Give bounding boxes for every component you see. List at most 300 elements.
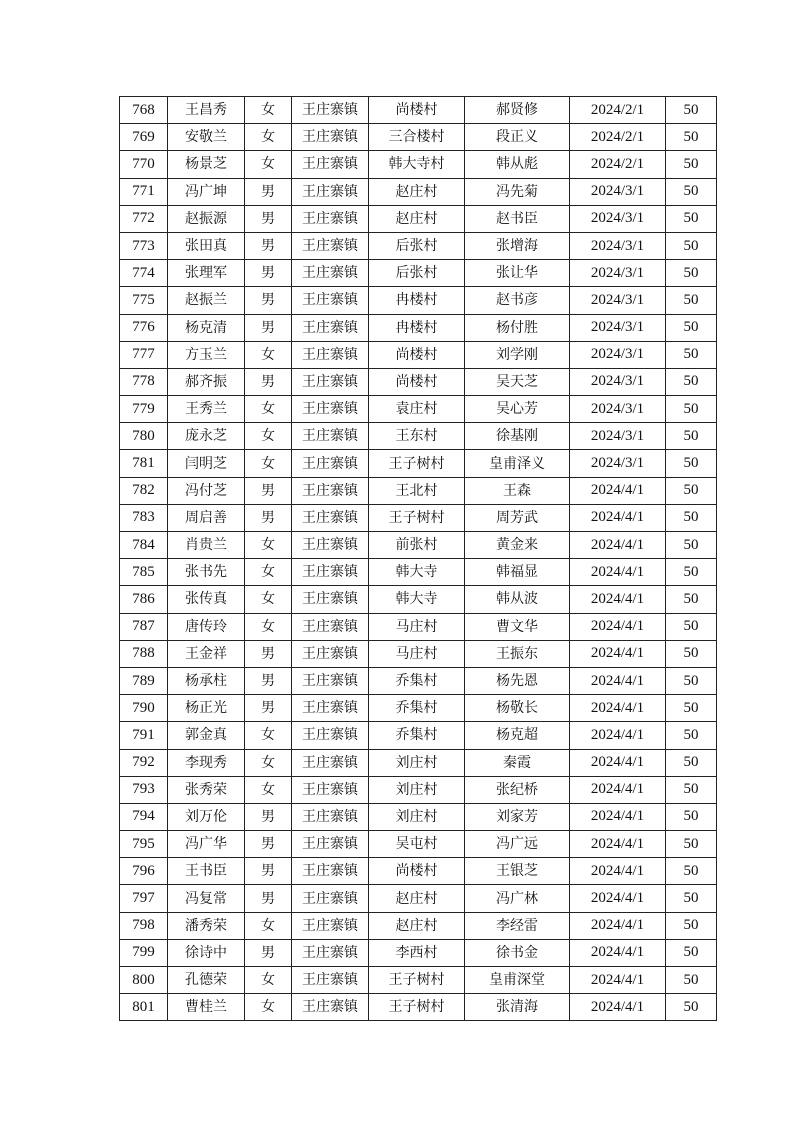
date-cell: 2024/4/1 (570, 803, 666, 830)
town-cell: 王庄寨镇 (292, 559, 369, 586)
village-cell: 王子树村 (369, 967, 465, 994)
gender-cell: 男 (245, 178, 292, 205)
gender-cell: 女 (245, 396, 292, 423)
contact-cell: 李经雷 (465, 912, 570, 939)
table-row (120, 858, 717, 885)
amount-cell: 50 (666, 260, 717, 287)
contact-cell: 刘学刚 (465, 341, 570, 368)
gender-cell: 男 (245, 667, 292, 694)
contact-cell: 徐基刚 (465, 423, 570, 450)
gender-cell: 男 (245, 939, 292, 966)
name-cell: 张秀荣 (168, 776, 245, 803)
town-cell: 王庄寨镇 (292, 776, 369, 803)
date-cell: 2024/4/1 (570, 885, 666, 912)
town-cell: 王庄寨镇 (292, 695, 369, 722)
gender-cell: 男 (245, 232, 292, 259)
table-row (120, 695, 717, 722)
village-cell: 李西村 (369, 939, 465, 966)
village-cell: 王子树村 (369, 504, 465, 531)
town-cell: 王庄寨镇 (292, 912, 369, 939)
amount-cell: 50 (666, 967, 717, 994)
table-row (120, 151, 717, 178)
contact-cell: 黄金来 (465, 532, 570, 559)
table-row (120, 423, 717, 450)
town-cell: 王庄寨镇 (292, 831, 369, 858)
table-body (120, 97, 717, 1021)
date-cell: 2024/2/1 (570, 97, 666, 124)
contact-cell: 徐书金 (465, 939, 570, 966)
date-cell: 2024/3/1 (570, 314, 666, 341)
table-row (120, 722, 717, 749)
village-cell: 王子树村 (369, 450, 465, 477)
gender-cell: 男 (245, 885, 292, 912)
row-number-cell: 778 (120, 368, 168, 395)
row-number-cell: 789 (120, 667, 168, 694)
date-cell: 2024/2/1 (570, 151, 666, 178)
date-cell: 2024/4/1 (570, 667, 666, 694)
village-cell: 马庄村 (369, 613, 465, 640)
town-cell: 王庄寨镇 (292, 97, 369, 124)
table-row (120, 912, 717, 939)
town-cell: 王庄寨镇 (292, 151, 369, 178)
contact-cell: 皇甫深堂 (465, 967, 570, 994)
date-cell: 2024/2/1 (570, 124, 666, 151)
town-cell: 王庄寨镇 (292, 124, 369, 151)
town-cell: 王庄寨镇 (292, 749, 369, 776)
date-cell: 2024/4/1 (570, 912, 666, 939)
date-cell: 2024/4/1 (570, 477, 666, 504)
village-cell: 冉楼村 (369, 287, 465, 314)
row-number-cell: 779 (120, 396, 168, 423)
table-row (120, 776, 717, 803)
row-number-cell: 795 (120, 831, 168, 858)
row-number-cell: 790 (120, 695, 168, 722)
gender-cell: 男 (245, 803, 292, 830)
date-cell: 2024/3/1 (570, 341, 666, 368)
gender-cell: 女 (245, 749, 292, 776)
amount-cell: 50 (666, 450, 717, 477)
gender-cell: 男 (245, 260, 292, 287)
gender-cell: 男 (245, 640, 292, 667)
row-number-cell: 797 (120, 885, 168, 912)
row-number-cell: 796 (120, 858, 168, 885)
table-row (120, 232, 717, 259)
records-table (119, 96, 717, 1021)
table-row (120, 260, 717, 287)
amount-cell: 50 (666, 477, 717, 504)
town-cell: 王庄寨镇 (292, 205, 369, 232)
amount-cell: 50 (666, 831, 717, 858)
name-cell: 郝齐振 (168, 368, 245, 395)
row-number-cell: 782 (120, 477, 168, 504)
row-number-cell: 774 (120, 260, 168, 287)
date-cell: 2024/4/1 (570, 776, 666, 803)
row-number-cell: 785 (120, 559, 168, 586)
date-cell: 2024/4/1 (570, 939, 666, 966)
date-cell: 2024/4/1 (570, 586, 666, 613)
name-cell: 孔德荣 (168, 967, 245, 994)
name-cell: 王书臣 (168, 858, 245, 885)
amount-cell: 50 (666, 205, 717, 232)
contact-cell: 王振东 (465, 640, 570, 667)
village-cell: 赵庄村 (369, 885, 465, 912)
town-cell: 王庄寨镇 (292, 477, 369, 504)
table-row (120, 831, 717, 858)
date-cell: 2024/4/1 (570, 967, 666, 994)
row-number-cell: 783 (120, 504, 168, 531)
gender-cell: 女 (245, 532, 292, 559)
table-row (120, 640, 717, 667)
gender-cell: 女 (245, 776, 292, 803)
date-cell: 2024/3/1 (570, 178, 666, 205)
date-cell: 2024/3/1 (570, 450, 666, 477)
table-row (120, 124, 717, 151)
gender-cell: 男 (245, 504, 292, 531)
town-cell: 王庄寨镇 (292, 178, 369, 205)
gender-cell: 男 (245, 368, 292, 395)
gender-cell: 男 (245, 205, 292, 232)
amount-cell: 50 (666, 232, 717, 259)
date-cell: 2024/4/1 (570, 613, 666, 640)
row-number-cell: 777 (120, 341, 168, 368)
date-cell: 2024/4/1 (570, 504, 666, 531)
name-cell: 刘万伦 (168, 803, 245, 830)
town-cell: 王庄寨镇 (292, 287, 369, 314)
village-cell: 尚楼村 (369, 341, 465, 368)
contact-cell: 张增海 (465, 232, 570, 259)
row-number-cell: 794 (120, 803, 168, 830)
town-cell: 王庄寨镇 (292, 722, 369, 749)
contact-cell: 冯广远 (465, 831, 570, 858)
amount-cell: 50 (666, 912, 717, 939)
contact-cell: 杨付胜 (465, 314, 570, 341)
row-number-cell: 784 (120, 532, 168, 559)
name-cell: 郭金真 (168, 722, 245, 749)
row-number-cell: 799 (120, 939, 168, 966)
name-cell: 冯广华 (168, 831, 245, 858)
amount-cell: 50 (666, 667, 717, 694)
table-row (120, 314, 717, 341)
village-cell: 王东村 (369, 423, 465, 450)
name-cell: 赵振兰 (168, 287, 245, 314)
name-cell: 张田真 (168, 232, 245, 259)
row-number-cell: 768 (120, 97, 168, 124)
date-cell: 2024/4/1 (570, 722, 666, 749)
name-cell: 张书先 (168, 559, 245, 586)
date-cell: 2024/3/1 (570, 423, 666, 450)
town-cell: 王庄寨镇 (292, 504, 369, 531)
gender-cell: 女 (245, 722, 292, 749)
amount-cell: 50 (666, 423, 717, 450)
village-cell: 刘庄村 (369, 776, 465, 803)
contact-cell: 杨克超 (465, 722, 570, 749)
gender-cell: 女 (245, 912, 292, 939)
village-cell: 赵庄村 (369, 912, 465, 939)
gender-cell: 女 (245, 151, 292, 178)
village-cell: 韩大寺 (369, 559, 465, 586)
table-row (120, 477, 717, 504)
village-cell: 乔集村 (369, 667, 465, 694)
village-cell: 刘庄村 (369, 803, 465, 830)
row-number-cell: 771 (120, 178, 168, 205)
village-cell: 后张村 (369, 232, 465, 259)
table-row (120, 504, 717, 531)
date-cell: 2024/3/1 (570, 232, 666, 259)
name-cell: 潘秀荣 (168, 912, 245, 939)
table-row (120, 97, 717, 124)
name-cell: 赵振源 (168, 205, 245, 232)
amount-cell: 50 (666, 559, 717, 586)
contact-cell: 段正义 (465, 124, 570, 151)
table-row (120, 967, 717, 994)
name-cell: 张理军 (168, 260, 245, 287)
village-cell: 乔集村 (369, 722, 465, 749)
gender-cell: 女 (245, 341, 292, 368)
row-number-cell: 773 (120, 232, 168, 259)
amount-cell: 50 (666, 368, 717, 395)
village-cell: 尚楼村 (369, 858, 465, 885)
contact-cell: 周芳武 (465, 504, 570, 531)
contact-cell: 冯先菊 (465, 178, 570, 205)
row-number-cell: 793 (120, 776, 168, 803)
row-number-cell: 787 (120, 613, 168, 640)
contact-cell: 冯广林 (465, 885, 570, 912)
gender-cell: 女 (245, 586, 292, 613)
amount-cell: 50 (666, 613, 717, 640)
table-row (120, 885, 717, 912)
amount-cell: 50 (666, 124, 717, 151)
village-cell: 王北村 (369, 477, 465, 504)
gender-cell: 女 (245, 559, 292, 586)
table-row (120, 586, 717, 613)
name-cell: 王秀兰 (168, 396, 245, 423)
name-cell: 庞永芝 (168, 423, 245, 450)
amount-cell: 50 (666, 586, 717, 613)
table-row (120, 532, 717, 559)
contact-cell: 郝贤修 (465, 97, 570, 124)
date-cell: 2024/4/1 (570, 858, 666, 885)
village-cell: 韩大寺村 (369, 151, 465, 178)
contact-cell: 赵书彦 (465, 287, 570, 314)
row-number-cell: 801 (120, 994, 168, 1021)
village-cell: 尚楼村 (369, 368, 465, 395)
contact-cell: 刘家芳 (465, 803, 570, 830)
name-cell: 杨景芝 (168, 151, 245, 178)
gender-cell: 女 (245, 124, 292, 151)
table-row (120, 287, 717, 314)
contact-cell: 韩从彪 (465, 151, 570, 178)
date-cell: 2024/4/1 (570, 559, 666, 586)
row-number-cell: 781 (120, 450, 168, 477)
amount-cell: 50 (666, 314, 717, 341)
village-cell: 赵庄村 (369, 178, 465, 205)
date-cell: 2024/4/1 (570, 695, 666, 722)
amount-cell: 50 (666, 749, 717, 776)
name-cell: 方玉兰 (168, 341, 245, 368)
amount-cell: 50 (666, 994, 717, 1021)
amount-cell: 50 (666, 776, 717, 803)
amount-cell: 50 (666, 722, 717, 749)
contact-cell: 韩福显 (465, 559, 570, 586)
name-cell: 王昌秀 (168, 97, 245, 124)
town-cell: 王庄寨镇 (292, 314, 369, 341)
town-cell: 王庄寨镇 (292, 368, 369, 395)
contact-cell: 张纪桥 (465, 776, 570, 803)
name-cell: 杨承柱 (168, 667, 245, 694)
row-number-cell: 769 (120, 124, 168, 151)
date-cell: 2024/3/1 (570, 205, 666, 232)
contact-cell: 吴心芳 (465, 396, 570, 423)
name-cell: 唐传玲 (168, 613, 245, 640)
date-cell: 2024/3/1 (570, 368, 666, 395)
table-row (120, 368, 717, 395)
gender-cell: 男 (245, 314, 292, 341)
town-cell: 王庄寨镇 (292, 858, 369, 885)
village-cell: 冉楼村 (369, 314, 465, 341)
date-cell: 2024/3/1 (570, 396, 666, 423)
row-number-cell: 776 (120, 314, 168, 341)
contact-cell: 秦霞 (465, 749, 570, 776)
table-row (120, 341, 717, 368)
table-row (120, 178, 717, 205)
gender-cell: 男 (245, 858, 292, 885)
row-number-cell: 788 (120, 640, 168, 667)
town-cell: 王庄寨镇 (292, 640, 369, 667)
date-cell: 2024/4/1 (570, 532, 666, 559)
village-cell: 马庄村 (369, 640, 465, 667)
amount-cell: 50 (666, 178, 717, 205)
name-cell: 徐诗中 (168, 939, 245, 966)
name-cell: 王金祥 (168, 640, 245, 667)
table-row (120, 559, 717, 586)
village-cell: 赵庄村 (369, 205, 465, 232)
amount-cell: 50 (666, 287, 717, 314)
date-cell: 2024/3/1 (570, 260, 666, 287)
village-cell: 王子树村 (369, 994, 465, 1021)
amount-cell: 50 (666, 858, 717, 885)
town-cell: 王庄寨镇 (292, 586, 369, 613)
date-cell: 2024/3/1 (570, 287, 666, 314)
contact-cell: 张清海 (465, 994, 570, 1021)
amount-cell: 50 (666, 532, 717, 559)
row-number-cell: 792 (120, 749, 168, 776)
amount-cell: 50 (666, 396, 717, 423)
contact-cell: 王森 (465, 477, 570, 504)
gender-cell: 男 (245, 477, 292, 504)
town-cell: 王庄寨镇 (292, 803, 369, 830)
contact-cell: 韩从波 (465, 586, 570, 613)
town-cell: 王庄寨镇 (292, 341, 369, 368)
contact-cell: 吴天芝 (465, 368, 570, 395)
table-row (120, 205, 717, 232)
table-row (120, 613, 717, 640)
town-cell: 王庄寨镇 (292, 939, 369, 966)
amount-cell: 50 (666, 885, 717, 912)
town-cell: 王庄寨镇 (292, 967, 369, 994)
row-number-cell: 775 (120, 287, 168, 314)
table-row (120, 803, 717, 830)
contact-cell: 皇甫泽义 (465, 450, 570, 477)
contact-cell: 杨先恩 (465, 667, 570, 694)
row-number-cell: 780 (120, 423, 168, 450)
name-cell: 周启善 (168, 504, 245, 531)
town-cell: 王庄寨镇 (292, 532, 369, 559)
village-cell: 尚楼村 (369, 97, 465, 124)
name-cell: 肖贵兰 (168, 532, 245, 559)
amount-cell: 50 (666, 151, 717, 178)
name-cell: 闫明芝 (168, 450, 245, 477)
amount-cell: 50 (666, 803, 717, 830)
town-cell: 王庄寨镇 (292, 450, 369, 477)
village-cell: 韩大寺 (369, 586, 465, 613)
gender-cell: 女 (245, 450, 292, 477)
table-row (120, 994, 717, 1021)
town-cell: 王庄寨镇 (292, 885, 369, 912)
date-cell: 2024/4/1 (570, 831, 666, 858)
table-row (120, 396, 717, 423)
village-cell: 前张村 (369, 532, 465, 559)
name-cell: 曹桂兰 (168, 994, 245, 1021)
row-number-cell: 800 (120, 967, 168, 994)
town-cell: 王庄寨镇 (292, 260, 369, 287)
name-cell: 张传真 (168, 586, 245, 613)
amount-cell: 50 (666, 97, 717, 124)
table-row (120, 450, 717, 477)
village-cell: 后张村 (369, 260, 465, 287)
row-number-cell: 770 (120, 151, 168, 178)
name-cell: 杨克清 (168, 314, 245, 341)
town-cell: 王庄寨镇 (292, 232, 369, 259)
gender-cell: 男 (245, 287, 292, 314)
town-cell: 王庄寨镇 (292, 994, 369, 1021)
name-cell: 冯付芝 (168, 477, 245, 504)
contact-cell: 赵书臣 (465, 205, 570, 232)
name-cell: 冯复常 (168, 885, 245, 912)
gender-cell: 女 (245, 613, 292, 640)
gender-cell: 女 (245, 994, 292, 1021)
name-cell: 冯广坤 (168, 178, 245, 205)
gender-cell: 男 (245, 695, 292, 722)
gender-cell: 男 (245, 831, 292, 858)
row-number-cell: 772 (120, 205, 168, 232)
gender-cell: 女 (245, 967, 292, 994)
row-number-cell: 791 (120, 722, 168, 749)
village-cell: 袁庄村 (369, 396, 465, 423)
contact-cell: 杨敬长 (465, 695, 570, 722)
amount-cell: 50 (666, 341, 717, 368)
contact-cell: 张让华 (465, 260, 570, 287)
contact-cell: 曹文华 (465, 613, 570, 640)
village-cell: 吴屯村 (369, 831, 465, 858)
town-cell: 王庄寨镇 (292, 667, 369, 694)
name-cell: 李现秀 (168, 749, 245, 776)
name-cell: 安敬兰 (168, 124, 245, 151)
table-row (120, 667, 717, 694)
table-row (120, 749, 717, 776)
amount-cell: 50 (666, 695, 717, 722)
town-cell: 王庄寨镇 (292, 613, 369, 640)
row-number-cell: 786 (120, 586, 168, 613)
town-cell: 王庄寨镇 (292, 423, 369, 450)
amount-cell: 50 (666, 504, 717, 531)
name-cell: 杨正光 (168, 695, 245, 722)
contact-cell: 王银芝 (465, 858, 570, 885)
date-cell: 2024/4/1 (570, 994, 666, 1021)
row-number-cell: 798 (120, 912, 168, 939)
date-cell: 2024/4/1 (570, 749, 666, 776)
village-cell: 刘庄村 (369, 749, 465, 776)
village-cell: 三合楼村 (369, 124, 465, 151)
